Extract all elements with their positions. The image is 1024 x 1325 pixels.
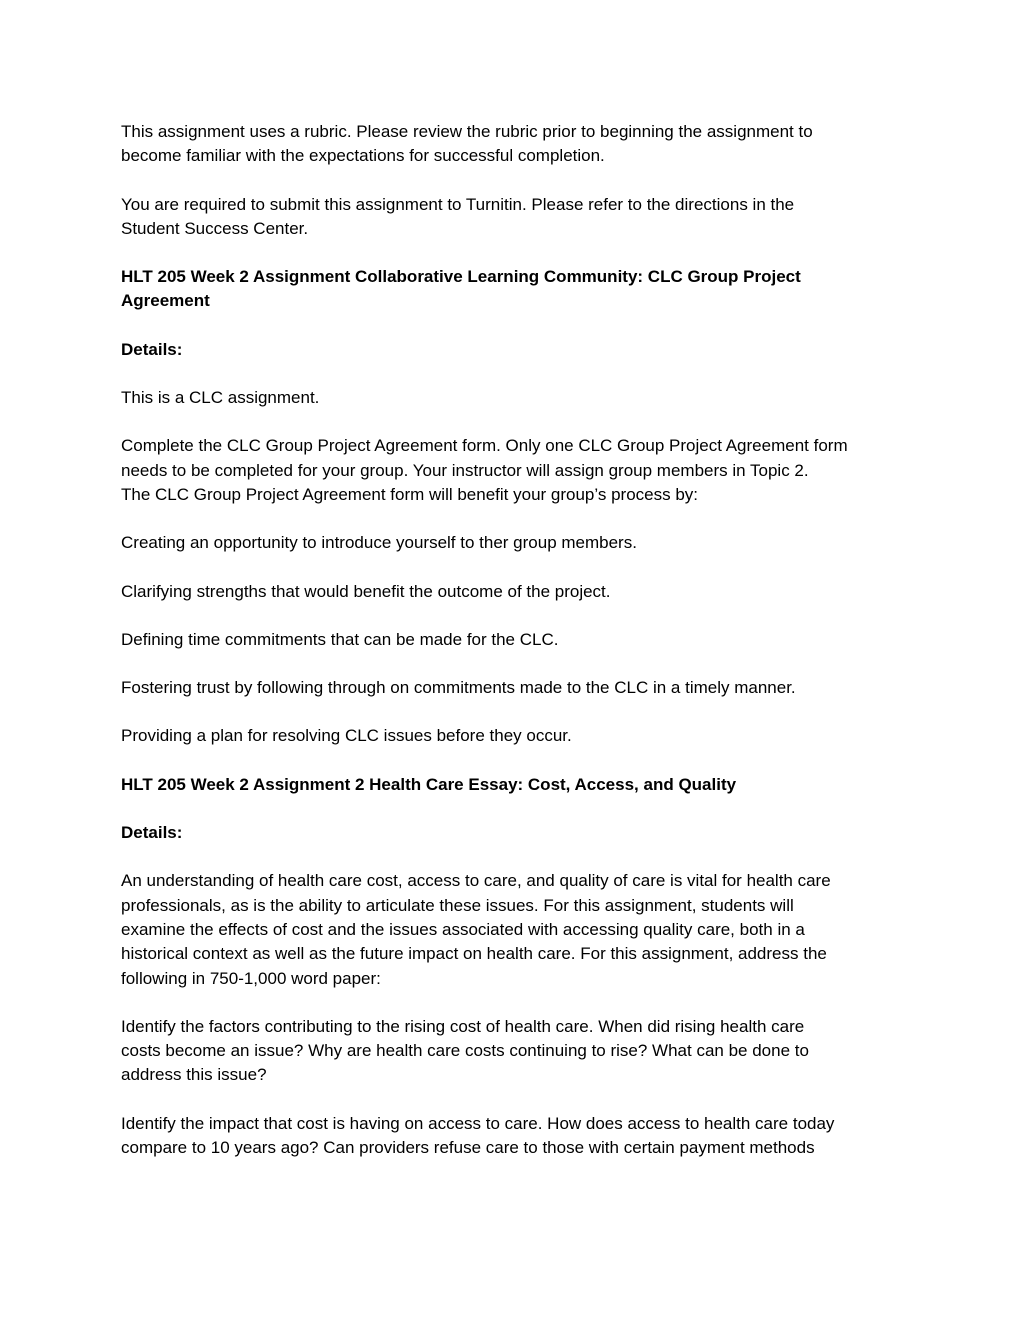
text-line: historical context as well as the future impact on health care. For this assignment, address the (121, 944, 827, 964)
assignment-1-heading (121, 265, 921, 314)
text-line: Student Success Center. (121, 218, 309, 238)
text-line: Identify the impact that cost is having on access to care. How does access to health care today (121, 1113, 835, 1133)
clc-assignment-paragraph (121, 386, 921, 410)
benefit-time (121, 628, 921, 652)
text-line: HLT 205 Week 2 Assignment Collaborative Learning Community: CLC Group Project (121, 267, 801, 287)
details-heading-1 (121, 338, 921, 362)
text-line: following in 750-1,000 word paper: (121, 968, 381, 988)
benefit-plan (121, 724, 921, 748)
rising-cost-paragraph (121, 1015, 921, 1088)
assignment-2-heading (121, 773, 921, 797)
details-heading-2 (121, 821, 921, 845)
text-line: address this issue? (121, 1065, 267, 1085)
text-line: HLT 205 Week 2 Assignment 2 Health Care Essay: Cost, Access, and Quality (121, 774, 737, 794)
text-line: Complete the CLC Group Project Agreement form. Only one CLC Group Project Agreement form (121, 436, 848, 456)
benefit-trust (121, 676, 921, 700)
text-line: An understanding of health care cost, access to care, and quality of care is vital for health care (121, 871, 831, 891)
text-line: You are required to submit this assignment to Turnitin. Please refer to the directions in the (121, 194, 795, 214)
document-body (121, 120, 921, 1184)
text-line: Fostering trust by following through on commitments made to the CLC in a timely manner. (121, 678, 796, 698)
text-line: compare to 10 years ago? Can providers refuse care to those with certain payment methods (121, 1138, 815, 1158)
text-line: Providing a plan for resolving CLC issues before they occur. (121, 726, 572, 746)
understanding-paragraph (121, 869, 921, 990)
text-line: Agreement (121, 291, 210, 311)
text-line: Details: (121, 823, 183, 843)
turnitin-paragraph (121, 193, 921, 242)
text-line: This assignment uses a rubric. Please review the rubric prior to beginning the assignment to (121, 122, 813, 141)
text-line: Clarifying strengths that would benefit the outcome of the project. (121, 581, 611, 601)
text-line: examine the effects of cost and the issues associated with accessing quality care, both in a (121, 919, 805, 939)
text-line: Details: (121, 339, 183, 359)
access-impact-paragraph (121, 1112, 921, 1161)
text-line: Identify the factors contributing to the rising cost of health care. When did rising health care (121, 1016, 805, 1036)
benefit-strengths (121, 580, 921, 604)
benefit-introduce (121, 531, 921, 555)
text-line: The CLC Group Project Agreement form will benefit your group’s process by: (121, 484, 699, 504)
text-line: Defining time commitments that can be made for the CLC. (121, 629, 559, 649)
text-line: Creating an opportunity to introduce yourself to ther group members. (121, 533, 637, 553)
text-line: needs to be completed for your group. Your instructor will assign group members in Topic 2. (121, 460, 809, 480)
text-line: become familiar with the expectations for successful completion. (121, 146, 605, 166)
complete-form-paragraph (121, 434, 921, 507)
text-line: This is a CLC assignment. (121, 388, 320, 408)
text-line: professionals, as is the ability to articulate these issues. For this assignment, students will (121, 895, 794, 915)
rubric-paragraph (121, 120, 921, 169)
text-line: costs become an issue? Why are health care costs continuing to rise? What can be done to (121, 1041, 809, 1061)
